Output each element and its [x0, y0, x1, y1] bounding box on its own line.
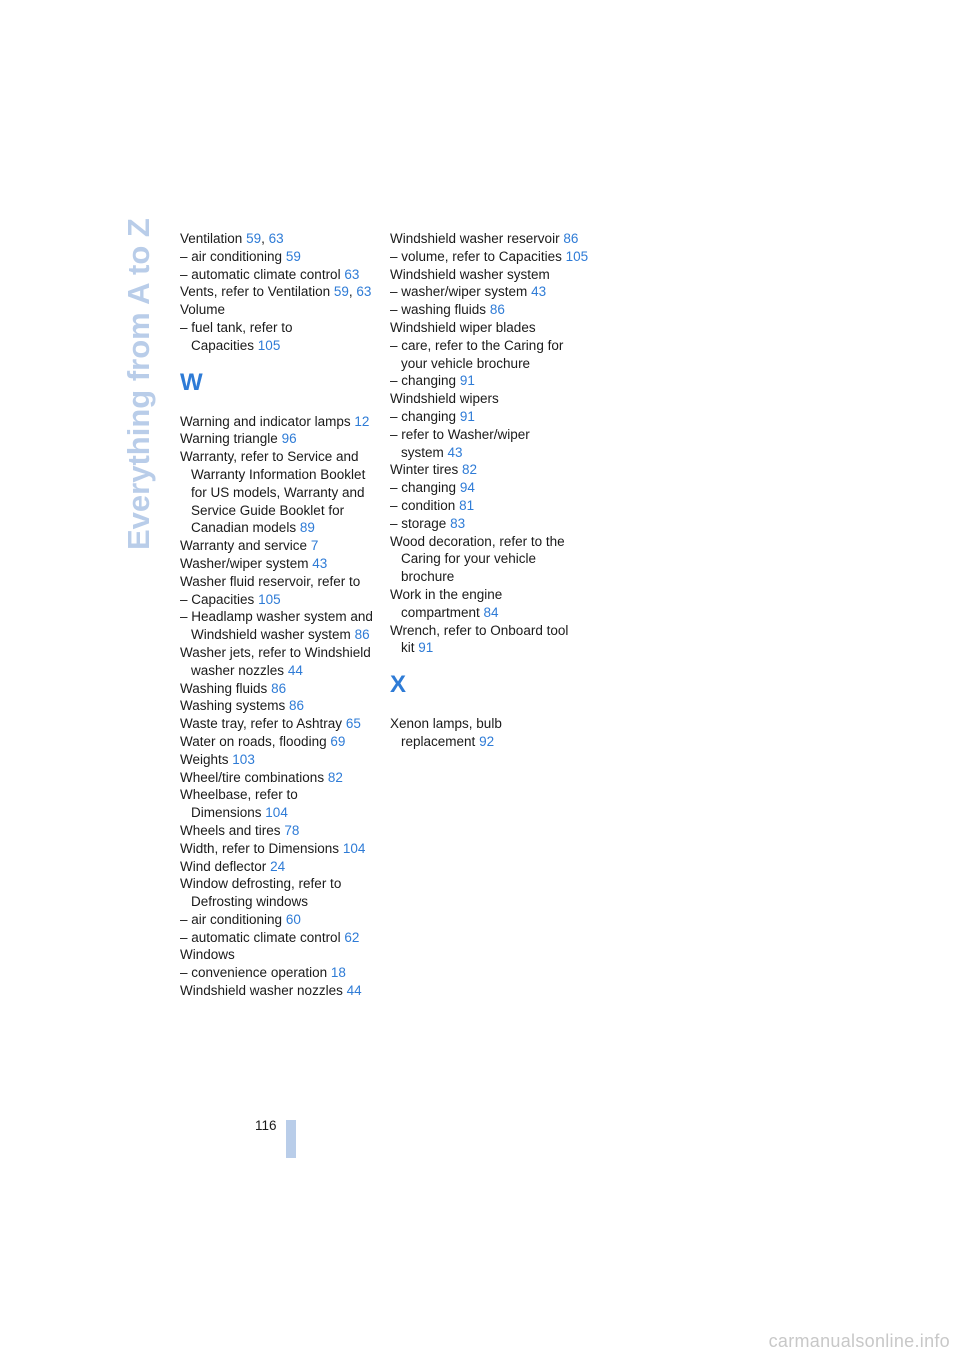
page-reference-link[interactable]: 43: [312, 555, 328, 571]
index-entry-text: – condition: [390, 497, 456, 513]
page-reference-link[interactable]: 59: [246, 231, 262, 246]
index-entry-text: Windshield washer reservoir: [390, 231, 560, 246]
page-reference-link[interactable]: 43: [531, 284, 547, 300]
index-entry-text: Windshield washer nozzles: [180, 983, 343, 999]
page-reference-link[interactable]: 60: [285, 911, 301, 927]
index-entry-text: – changing: [390, 373, 457, 389]
index-entry-text: Wood decoration, refer to the Caring for your vehicle brochure: [390, 533, 565, 585]
index-entry: Vents, refer to Ventilation 59, 63: [180, 284, 372, 300]
index-entry-text: Wheelbase, refer to Dimensions: [180, 787, 298, 821]
page-reference-link[interactable]: 59: [285, 248, 301, 264]
page-reference-link[interactable]: 82: [327, 769, 343, 785]
index-entry: [390, 426, 590, 462]
index-entry: [180, 697, 380, 715]
index-entry-text: Washing systems: [180, 698, 286, 714]
page-reference-link[interactable]: 91: [459, 408, 475, 424]
index-entry: [180, 875, 380, 911]
index-entry: [180, 680, 380, 698]
index-letter-heading: X: [390, 671, 407, 699]
index-entry: [180, 430, 380, 448]
index-entry-text: Winter tires: [390, 462, 459, 478]
page-reference-link[interactable]: 83: [450, 515, 466, 531]
page-reference-link[interactable]: 86: [271, 680, 287, 696]
index-entry-text: Warranty and service: [180, 538, 308, 554]
watermark: carmanualsonline.info: [768, 1331, 950, 1351]
page-reference-link[interactable]: 104: [342, 840, 366, 856]
page-reference-link[interactable]: 81: [459, 497, 475, 513]
index-entry: [390, 479, 590, 497]
page-reference-link[interactable]: 44: [287, 662, 303, 678]
index-entry-text: – Capacities: [180, 591, 255, 607]
page-reference-link[interactable]: 65: [345, 716, 361, 732]
index-entry: [180, 644, 380, 680]
index-entry-text: Warning triangle: [180, 431, 278, 447]
index-entry-text: – washer/wiper system: [390, 284, 528, 300]
index-entry: [390, 622, 590, 658]
index-column-right: [390, 230, 590, 751]
index-column-left: [180, 230, 380, 1000]
index-entry: [180, 448, 380, 537]
index-entry: [180, 301, 380, 319]
index-entry: [180, 266, 380, 284]
index-entry: [390, 372, 590, 390]
page-reference-link[interactable]: 105: [258, 591, 281, 607]
index-entry: [180, 911, 380, 929]
index-entry: [180, 733, 380, 751]
index-entry-text: – changing: [390, 480, 457, 496]
index-entry-text: – refer to Washer/wiper system: [390, 426, 530, 460]
page-reference-link[interactable]: 63: [344, 266, 360, 282]
page-reference-link[interactable]: 82: [462, 462, 478, 478]
index-entry-text: – Headlamp washer system and Windshield washer system: [180, 609, 373, 643]
index-entry-text: Windows: [180, 947, 235, 963]
index-entry-text: Washer fluid reservoir, refer to: [180, 573, 361, 589]
index-entry: [180, 573, 380, 591]
index-entry-text: Work in the engine compartment: [390, 586, 503, 620]
page-reference-link[interactable]: 92: [479, 733, 495, 749]
index-entry: [390, 586, 590, 622]
page-reference-link[interactable]: 18: [330, 965, 346, 981]
page-reference-link[interactable]: 103: [232, 751, 255, 767]
page-reference-link[interactable]: 96: [281, 431, 297, 447]
index-entry: [180, 248, 380, 266]
index-entry-text: Water on roads, flooding: [180, 733, 327, 749]
page-reference-link[interactable]: 44: [346, 983, 362, 999]
index-entry: [180, 413, 380, 431]
index-entry-text: – automatic climate control: [180, 266, 341, 282]
index-entry: [390, 515, 590, 533]
page-reference-link[interactable]: 105: [565, 248, 589, 264]
index-entry-text: Warning and indicator lamps: [180, 413, 351, 429]
index-entry-text: Weights: [180, 751, 229, 767]
index-entry: [390, 533, 590, 586]
index-entry-text: Vents, refer to Ventilation: [180, 284, 331, 300]
index-entry: [390, 266, 590, 284]
index-entry-text: Washer/wiper system: [180, 555, 309, 571]
index-entry-text: Wind deflector: [180, 858, 267, 874]
index-entry: [390, 497, 590, 515]
page-number: 116: [255, 1118, 277, 1133]
index-entry: [180, 858, 380, 876]
index-entry-text: – washing fluids: [390, 302, 487, 318]
index-entry-text: – automatic climate control: [180, 929, 341, 945]
index-entry-text: Wrench, refer to Onboard tool kit: [390, 622, 569, 656]
index-entry-text: Washing fluids: [180, 680, 268, 696]
index-entry: [390, 283, 590, 301]
index-entry: [180, 982, 380, 1000]
index-entry-text: Wheels and tires: [180, 822, 281, 838]
index-entry: [390, 715, 590, 751]
index-entry: [390, 408, 590, 426]
index-entry: [180, 786, 380, 822]
index-entry: [390, 461, 590, 479]
index-entry: [180, 555, 380, 573]
page-reference-link[interactable]: 91: [459, 373, 475, 389]
index-entry-text: Ventilation: [180, 231, 243, 246]
index-entry-text: – changing: [390, 408, 457, 424]
page-reference-link[interactable]: 63: [268, 231, 284, 246]
index-entry: [180, 608, 380, 644]
page-reference-link[interactable]: 59: [333, 284, 349, 300]
index-entry-text: – air conditioning: [180, 911, 283, 927]
index-entry-text: – storage: [390, 515, 447, 531]
index-entry: [180, 929, 380, 947]
index-entry-text: Waste tray, refer to Ashtray: [180, 716, 343, 732]
index-entry-text: – convenience operation: [180, 965, 328, 981]
page-marker-bar: [286, 1120, 296, 1158]
index-entry: [390, 301, 590, 319]
page-reference-link[interactable]: 86: [354, 627, 370, 643]
page-reference-link[interactable]: 63: [356, 284, 372, 300]
index-entry: [180, 822, 380, 840]
index-entry-text: Xenon lamps, bulb replacement: [390, 716, 502, 749]
index-entry: [180, 840, 380, 858]
index-entry-text: Window defrosting, refer to Defrosting windows: [180, 876, 342, 910]
page-reference-link[interactable]: 89: [299, 520, 315, 536]
index-entry: [180, 769, 380, 787]
page-reference-link[interactable]: 24: [270, 858, 286, 874]
page-reference-link[interactable]: 69: [330, 733, 346, 749]
index-entry: [180, 751, 380, 769]
index-entry-text: – volume, refer to Capacities: [390, 248, 562, 264]
index-entry-text: Wheel/tire combinations: [180, 769, 325, 785]
section-side-title: Everything from A to Z: [121, 218, 156, 550]
page-reference-link[interactable]: 91: [418, 640, 434, 656]
index-entry: [180, 964, 380, 982]
page-reference-link[interactable]: 12: [354, 413, 370, 429]
index-entry: [180, 946, 380, 964]
index-entry-text: Washer jets, refer to Windshield washer nozzles: [180, 644, 371, 678]
page-reference-link[interactable]: 86: [489, 302, 505, 318]
page-reference-link[interactable]: 105: [257, 337, 281, 353]
index-entry-text: Volume: [180, 302, 226, 318]
page-reference-link[interactable]: 78: [284, 822, 300, 838]
index-entry: [390, 337, 590, 373]
page-reference-link[interactable]: 94: [459, 480, 475, 496]
index-entry: Ventilation 59, 63: [180, 231, 284, 246]
index-entry-text: – care, refer to the Caring for your vehicle brochure: [390, 337, 564, 371]
index-entry: [390, 230, 590, 248]
page-reference-link[interactable]: 7: [310, 538, 319, 554]
index-entry: [390, 248, 590, 266]
page-reference-link[interactable]: 86: [563, 231, 579, 246]
index-entry: [180, 319, 380, 355]
index-entry: [390, 319, 590, 337]
page-reference-link[interactable]: 84: [483, 604, 499, 620]
index-entry-text: Windshield wipers: [390, 391, 499, 407]
index-entry: [180, 591, 380, 609]
page-reference-link[interactable]: 62: [344, 929, 360, 945]
page-reference-link[interactable]: 43: [447, 444, 463, 460]
index-entry-text: – fuel tank, refer to Capacities: [180, 319, 293, 353]
index-entry: [180, 537, 380, 555]
index-entry-text: Windshield washer system: [390, 266, 550, 282]
index-entry-text: Width, refer to Dimensions: [180, 840, 340, 856]
index-letter-heading: W: [180, 368, 203, 396]
index-entry-text: Windshield wiper blades: [390, 319, 536, 335]
index-entry: [180, 715, 380, 733]
index-entry: [390, 390, 590, 408]
page-reference-link[interactable]: 104: [265, 805, 288, 821]
index-entry-text: – air conditioning: [180, 248, 283, 264]
page-reference-link[interactable]: 86: [289, 698, 305, 714]
index-entry-text: Warranty, refer to Service and Warranty Information Booklet for US models, Warranty and Service Guide Booklet for Canadian models: [180, 449, 366, 536]
